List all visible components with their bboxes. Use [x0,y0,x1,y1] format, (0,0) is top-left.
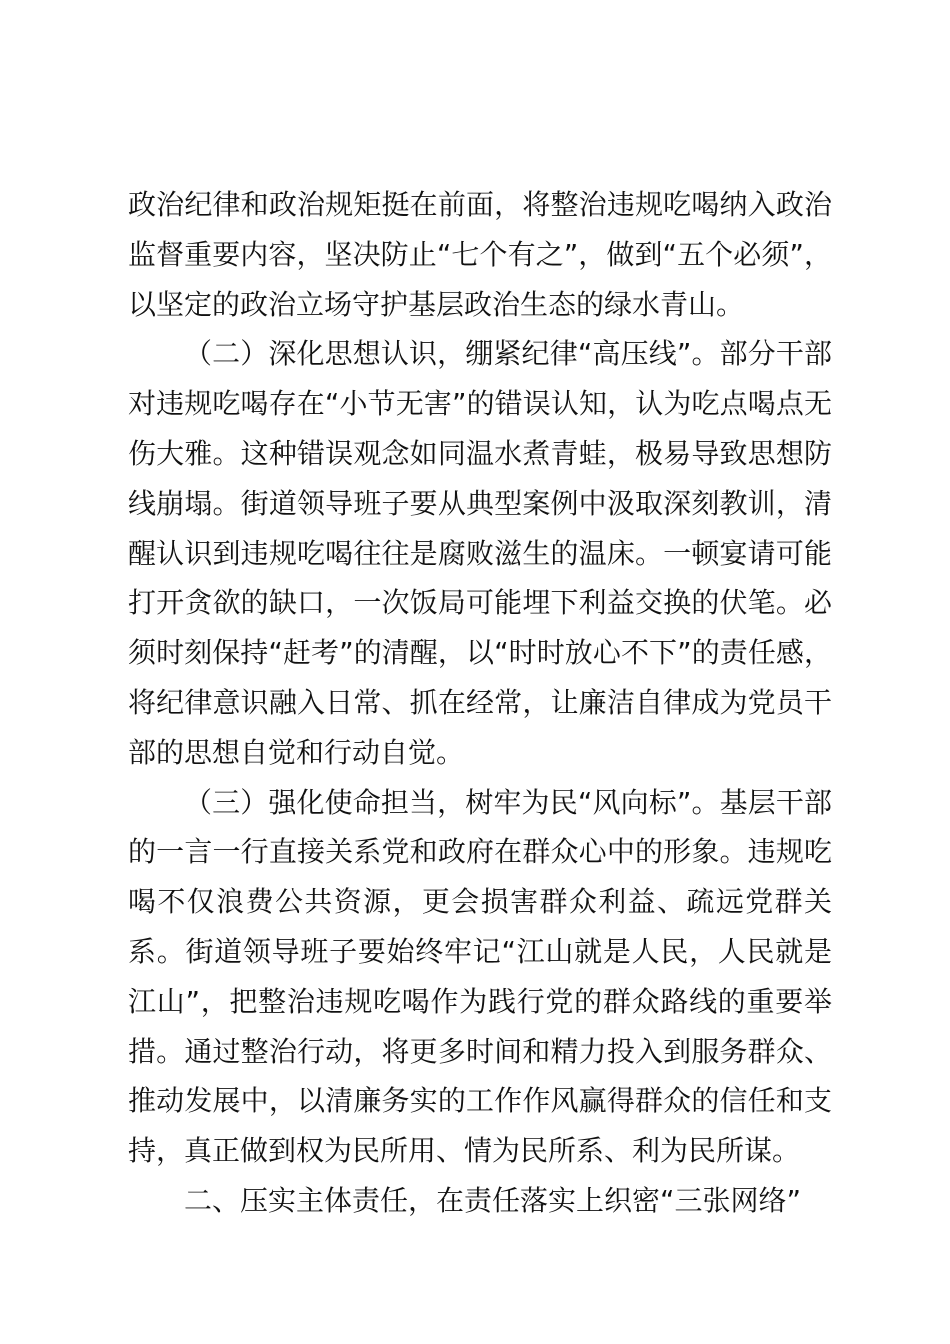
paragraph-section-2: （二）深化思想认识，绷紧纪律“高压线”。部分干部对违规吃喝存在“小节无害”的错误认知，认为吃点喝点无伤大雅。这种错误观念如同温水煮青蛙，极易导致思想防线崩塌。街道领导班子要从典型案例中汲取深刻教训，清醒认识到违规吃喝往往是腐败滋生的温床。一顿宴请可能打开贪欲的缺口，一次饭局可能埋下利益交换的伏笔。必须时刻保持“赶考”的清醒，以“时时放心不下”的责任感，将纪律意识融入日常、抓在经常，让廉洁自律成为党员干部的思想自觉和行动自觉。 [128,337,832,769]
document-body [128,180,832,1226]
paragraph-section-3: （三）强化使命担当，树牢为民“风向标”。基层干部的一言一行直接关系党和政府在群众心中的形象。违规吃喝不仅浪费公共资源，更会损害群众利益、疏远党群关系。街道领导班子要始终牢记“江山就是人民，人民就是江山”，把整治违规吃喝作为践行党的群众路线的重要举措。通过整治行动，将更多时间和精力投入到服务群众、推动发展中，以清廉务实的工作作风赢得群众的信任和支持，真正做到权为民所用、情为民所系、利为民所谋。 [128,785,832,1168]
paragraph-continuation: 政治纪律和政治规矩挺在前面，将整治违规吃喝纳入政治监督重要内容，坚决防止“七个有之”，做到“五个必须”，以坚定的政治立场守护基层政治生态的绿水青山。 [128,188,832,321]
section-heading: 二、压实主体责任，在责任落实上织密“三张网络” [184,1183,802,1217]
